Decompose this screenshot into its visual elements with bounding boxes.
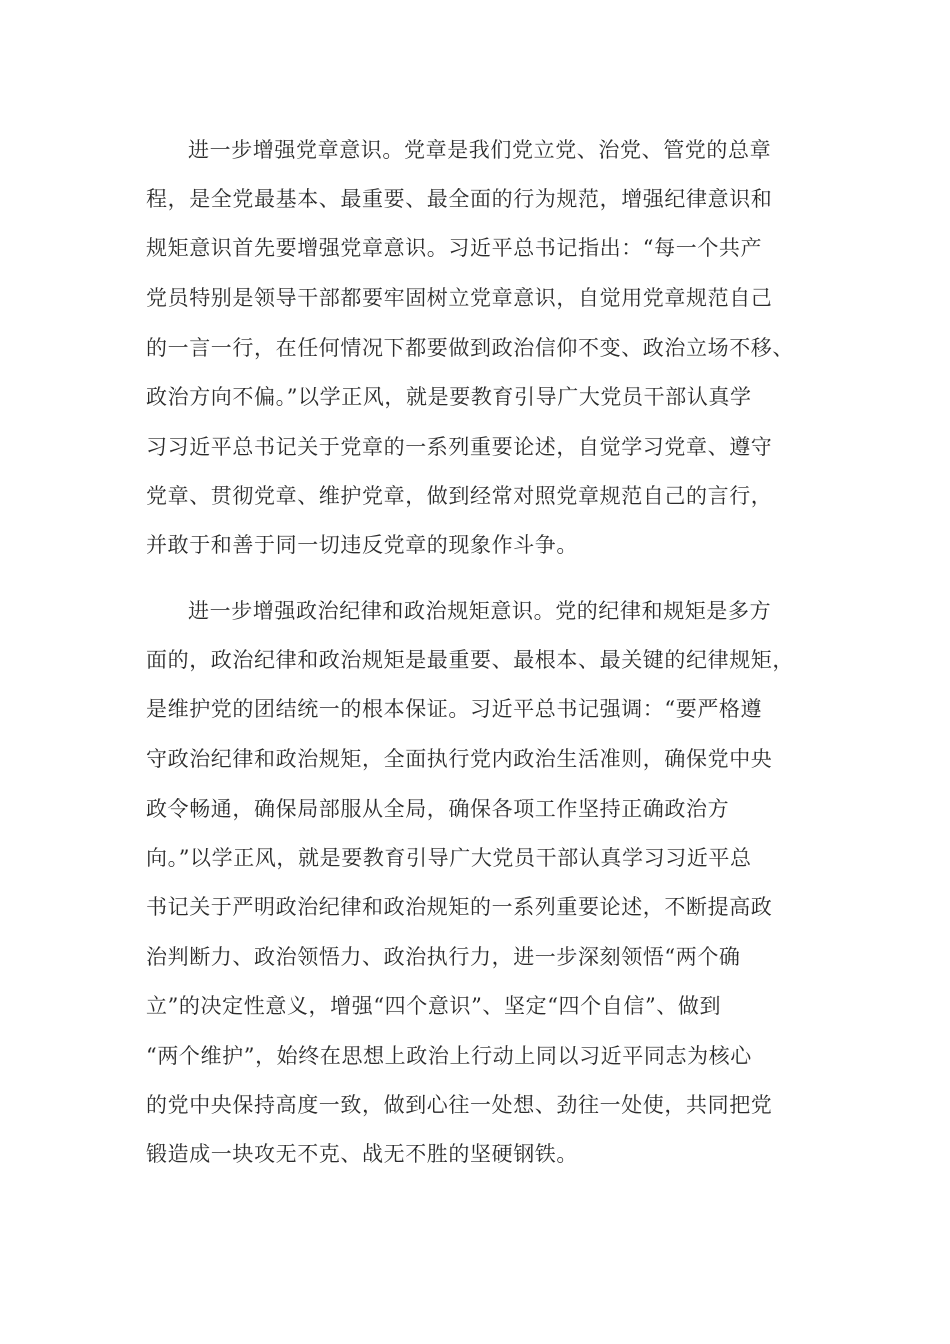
text-line: 面的，政治纪律和政治规矩是最重要、最根本、最关键的纪律规矩，: [146, 648, 794, 672]
text-line: 锻造成一块攻无不克、战无不胜的坚硬钢铁。: [146, 1142, 578, 1166]
text-line: 并敢于和善于同一切违反党章的现象作斗争。: [146, 533, 578, 557]
text-line: 习习近平总书记关于党章的一系列重要论述，自觉学习党章、遵守: [146, 435, 773, 459]
text-line: 书记关于严明政治纪律和政治规矩的一系列重要论述，不断提高政: [146, 895, 773, 919]
text-line: 政治方向不偏。”以学正风，就是要教育引导广大党员干部认真学: [146, 385, 752, 409]
text-line: 是维护党的团结统一的根本保证。习近平总书记强调：“要严格遵: [146, 697, 763, 721]
text-line: “两个维护”，始终在思想上政治上行动上同以习近平同志为核心: [146, 1044, 752, 1068]
text-line: 政令畅通，确保局部服从全局，确保各项工作坚持正确政治方: [146, 797, 730, 821]
text-line: 的党中央保持高度一致，做到心往一处想、劲往一处使，共同把党: [146, 1093, 773, 1117]
text-line: 党员特别是领导干部都要牢固树立党章意识，自觉用党章规范自己: [146, 286, 773, 310]
text-line: 的一言一行，在任何情况下都要做到政治信仰不变、政治立场不移、: [146, 336, 794, 360]
text-line: 进一步增强政治纪律和政治规矩意识。党的纪律和规矩是多方: [188, 599, 772, 623]
text-line: 治判断力、政治领悟力、政治执行力，进一步深刻领悟“两个确: [146, 945, 741, 969]
text-line: 向。”以学正风，就是要教育引导广大党员干部认真学习习近平总: [146, 846, 752, 870]
text-line: 守政治纪律和政治规矩，全面执行党内政治生活准则，确保党中央: [146, 747, 773, 771]
text-line: 规矩意识首先要增强党章意识。习近平总书记指出：“每一个共产: [146, 236, 763, 260]
text-line: 立”的决定性意义，增强“四个意识”、坚定“四个自信”、做到: [146, 994, 722, 1018]
text-line: 程，是全党最基本、最重要、最全面的行为规范，增强纪律意识和: [146, 187, 773, 211]
text-line: 进一步增强党章意识。党章是我们党立党、治党、管党的总章: [188, 138, 772, 162]
text-line: 党章、贯彻党章、维护党章，做到经常对照党章规范自己的言行，: [146, 484, 773, 508]
